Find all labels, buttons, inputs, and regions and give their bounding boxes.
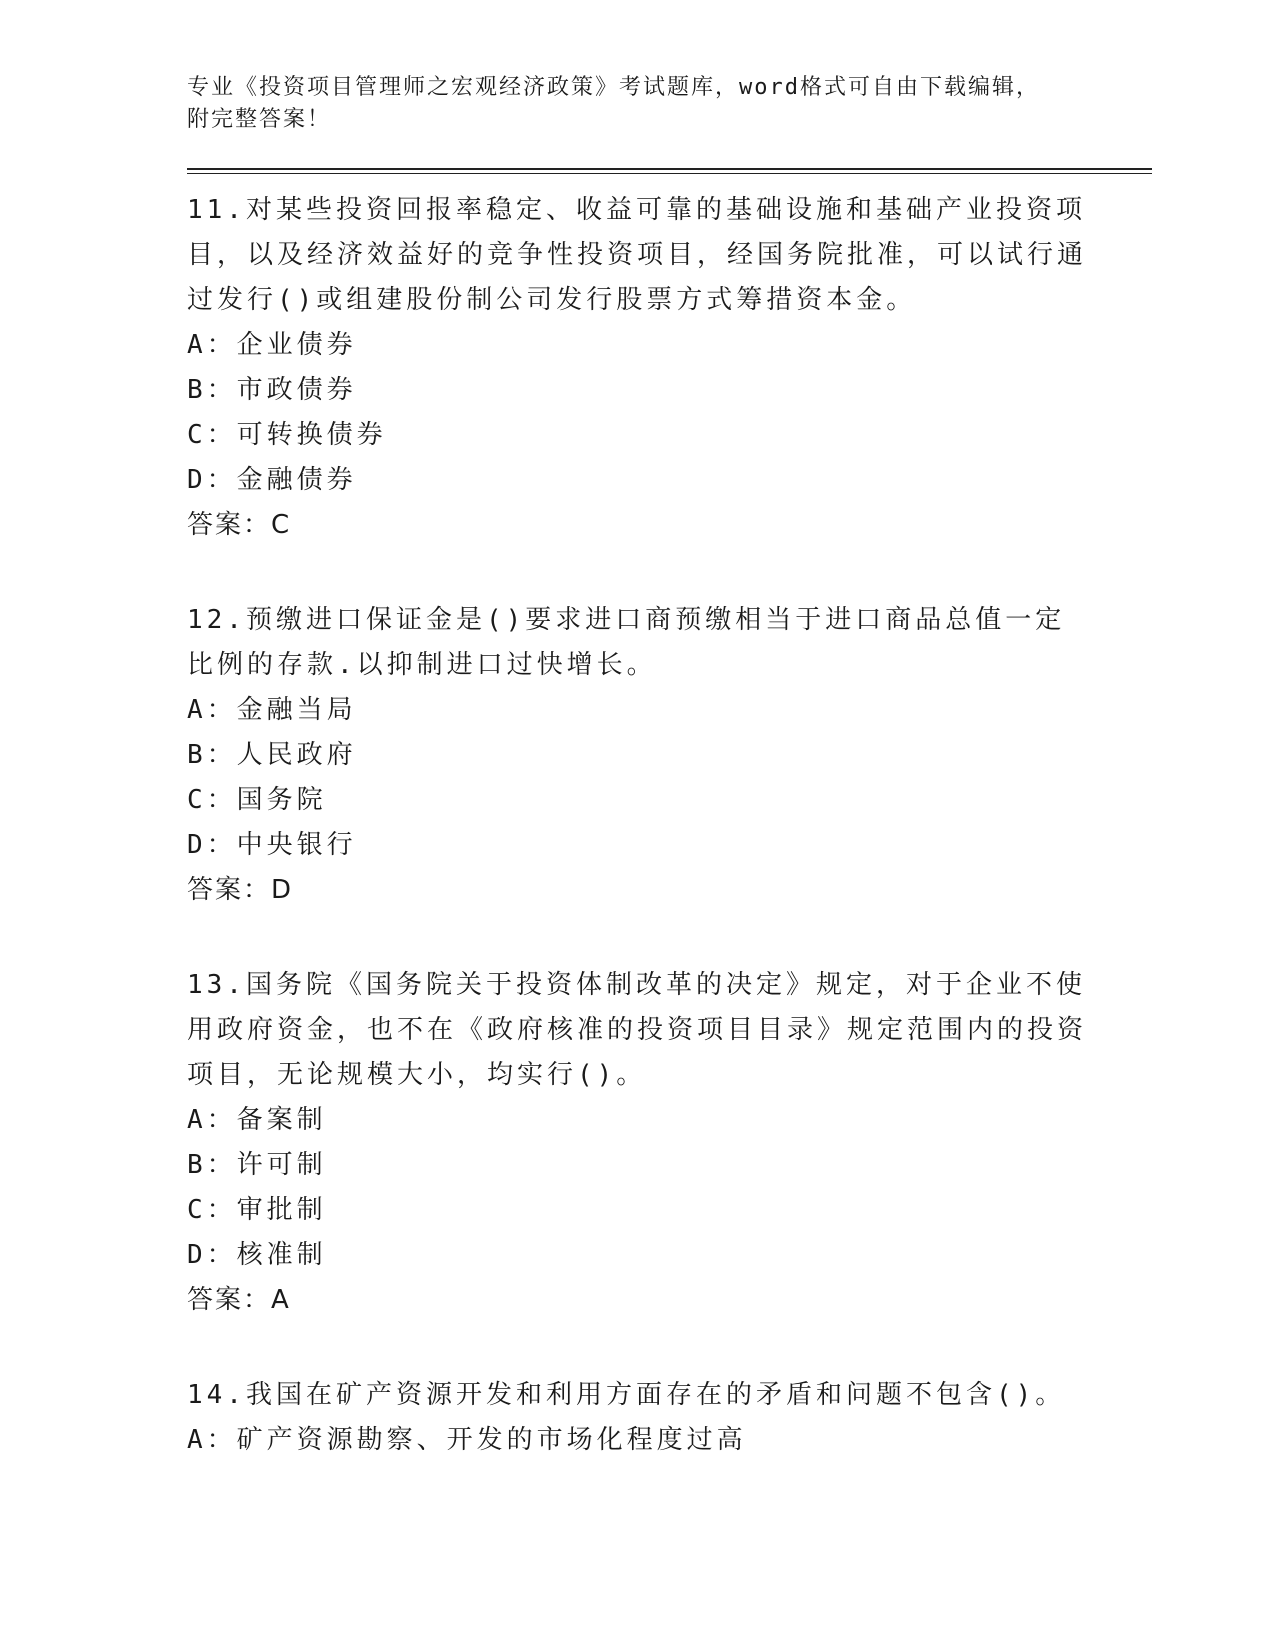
option-a: A：企业债券	[187, 330, 357, 360]
question-stem: 13.国务院《国务院关于投资体制改革的决定》规定，对于企业不使用政府资金，也不在《政府核准的投资项目目录》规定范围内的投资项目，无论规模大小，均实行()。	[187, 970, 1088, 1090]
option-a: A：金融当局	[187, 695, 357, 725]
header-divider	[187, 168, 1152, 174]
option-c: C：可转换债券	[187, 420, 387, 450]
question-11	[187, 188, 1152, 548]
option-a: A：矿产资源勘察、开发的市场化程度过高	[187, 1425, 747, 1455]
document-header	[187, 72, 1087, 136]
question-stem: 12.预缴进口保证金是()要求进口商预缴相当于进口商品总值一定比例的存款.以抑制进口过快增长。	[187, 605, 1066, 680]
option-d: D：核准制	[187, 1240, 327, 1270]
option-c: C：审批制	[187, 1195, 327, 1225]
document-page	[187, 72, 1152, 1463]
question-13	[187, 963, 1152, 1323]
option-b: B：人民政府	[187, 740, 357, 770]
question-12	[187, 598, 1152, 913]
question-stem: 14.我国在矿产资源开发和利用方面存在的矛盾和问题不包含()。	[187, 1380, 1066, 1410]
answer-line: 答案：C	[187, 510, 292, 540]
header-line-2: 附完整答案！	[187, 107, 332, 132]
option-d: D：金融债券	[187, 465, 357, 495]
header-line-1: 专业《投资项目管理师之宏观经济政策》考试题库，word格式可自由下载编辑，	[187, 75, 1040, 100]
option-c: C：国务院	[187, 785, 327, 815]
option-d: D：中央银行	[187, 830, 357, 860]
answer-line: 答案：A	[187, 1285, 291, 1315]
option-b: B：许可制	[187, 1150, 327, 1180]
question-stem: 11.对某些投资回报率稳定、收益可靠的基础设施和基础产业投资项目，以及经济效益好的竞争性投资项目，经国务院批准，可以试行通过发行()或组建股份制公司发行股票方式筹措资本金。	[187, 195, 1088, 315]
question-14	[187, 1373, 1152, 1463]
option-b: B：市政债券	[187, 375, 357, 405]
option-a: A：备案制	[187, 1105, 327, 1135]
answer-line: 答案：D	[187, 875, 294, 905]
